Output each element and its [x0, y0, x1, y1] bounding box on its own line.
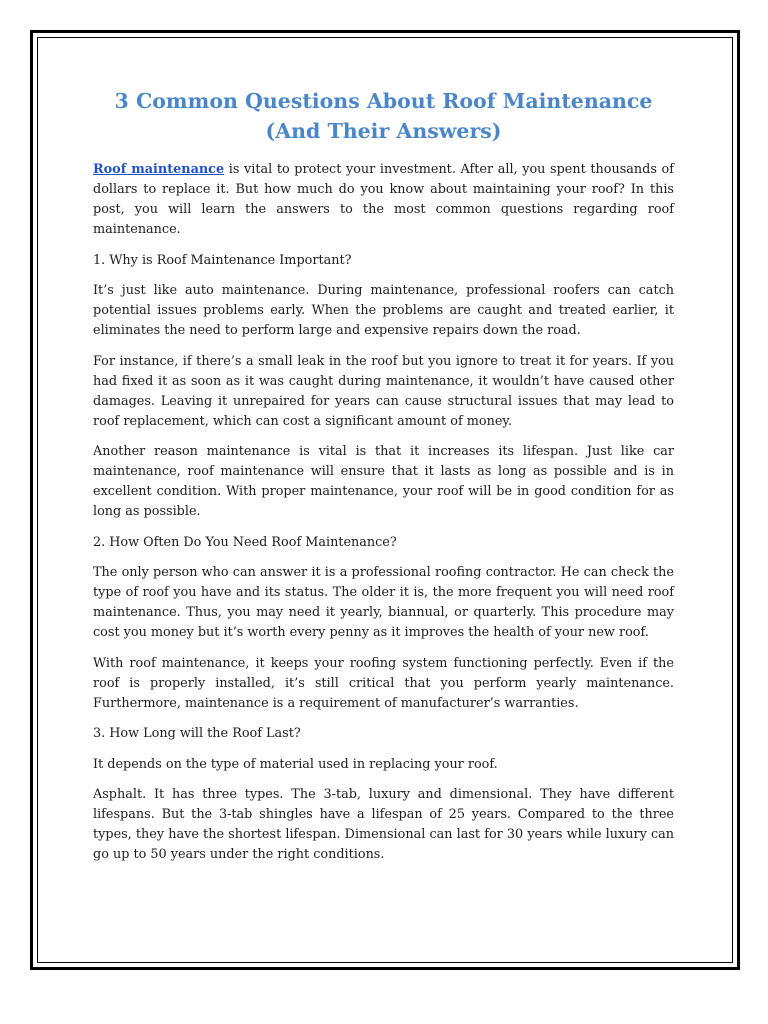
section-1-paragraph-3: Another reason maintenance is vital is that it increases its lifespan. Just like car maintenance, roof maintenance will ensure that it lasts as long as possible and is in excellent condition. With proper maintenance, your roof will be in good condition for as long as possible. — [93, 444, 674, 519]
section-3-paragraph-1: It depends on the type of material used in replacing your roof. — [93, 756, 498, 772]
section-2-paragraph-1: The only person who can answer it is a professional roofing contractor. He can check the type of roof you have and its status. The older it is, the more frequent you will need roof maintenance. Thus, you may need it yearly, biannual, or quarterly. This procedure may cost you money but it’s worth every penny as it improves the health of your new roof. — [93, 565, 674, 640]
section-1-paragraph-1: It’s just like auto maintenance. During maintenance, professional roofers can catch potential issues problems early. When the problems are caught and treated earlier, it eliminates the need to perform large and expensive repairs down the road. — [93, 283, 674, 338]
intro-text: is vital to protect your investment. After all, you spent thousands of dollars to replace it. But how much do you know about maintaining your roof? In this post, you will learn the answers to the most common questions regarding roof maintenance. — [93, 162, 674, 237]
document-body — [93, 86, 674, 876]
title-line-1: 3 Common Questions About Roof Maintenance — [114, 89, 653, 113]
document-title — [93, 86, 674, 146]
title-line-2: (And Their Answers) — [265, 119, 502, 143]
section-1-heading: 1. Why is Roof Maintenance Important? — [93, 252, 352, 268]
section-3-paragraph-2: Asphalt. It has three types. The 3-tab, luxury and dimensional. They have different lifespans. But the 3-tab shingles have a lifespan of 25 years. Compared to the three types, they have the shortest lifespan. Dimensional can last for 30 years while luxury can go up to 50 years under the right conditions. — [93, 787, 674, 862]
roof-maintenance-link[interactable]: Roof maintenance — [93, 162, 225, 177]
section-3-heading: 3. How Long will the Roof Last? — [93, 726, 301, 741]
section-2-heading: 2. How Often Do You Need Roof Maintenance? — [93, 534, 397, 550]
intro-paragraph — [93, 160, 674, 240]
section-1-paragraph-2: For instance, if there’s a small leak in the roof but you ignore to treat it for years. If you had fixed it as soon as it was caught during maintenance, it wouldn’t have caused other damages. Leaving it unrepaired for years can cause structural issues that may lead to roof replacement, which can cost a significant amount of money. — [93, 353, 674, 429]
section-2-paragraph-2: With roof maintenance, it keeps your roofing system functioning perfectly. Even if the roof is properly installed, it’s still critical that you perform yearly maintenance. Furthermore, maintenance is a requirement of manufacturer’s warranties. — [93, 655, 674, 711]
